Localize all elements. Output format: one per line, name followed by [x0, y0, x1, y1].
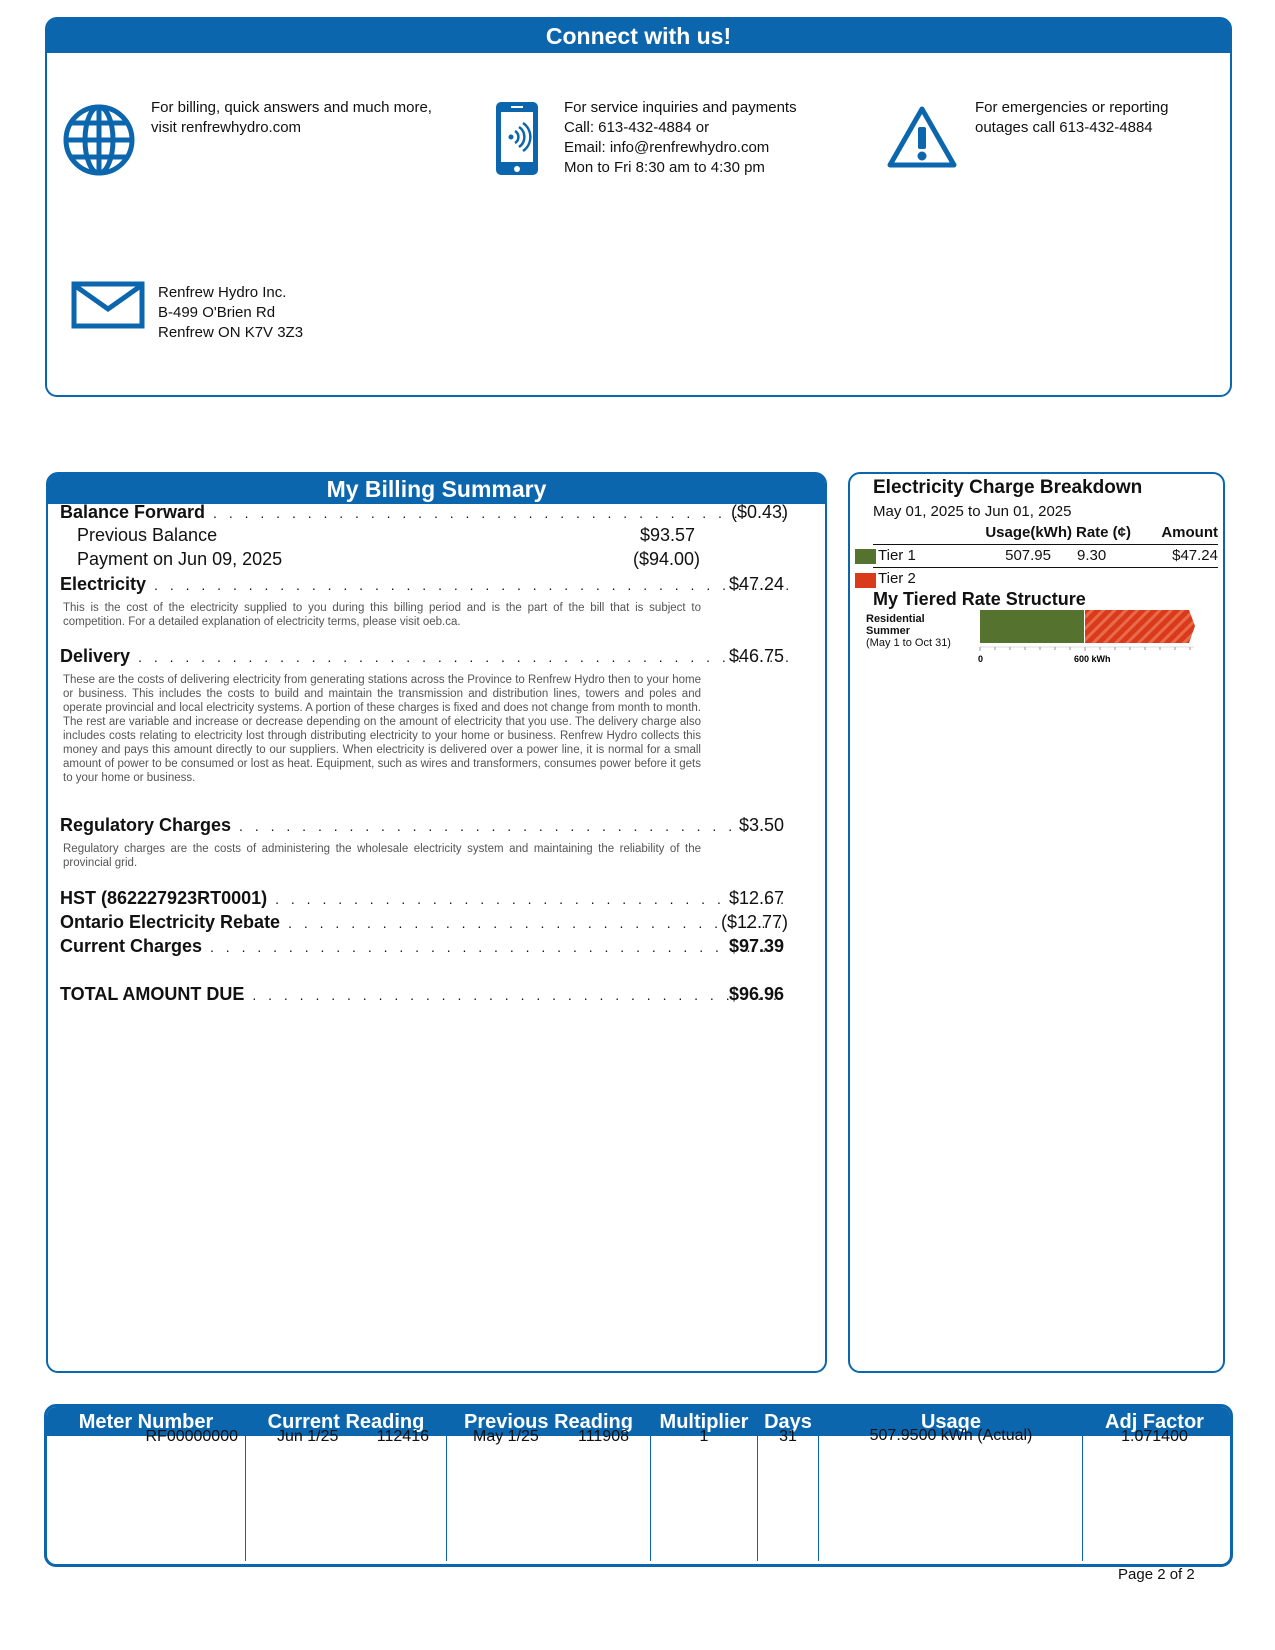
payment-label: Payment on Jun 09, 2025 — [77, 549, 283, 569]
tier2-swatch — [855, 573, 876, 588]
email-link[interactable]: Email: info@renfrewhydro.com — [564, 139, 770, 156]
hst-amount: $12.67 — [728, 888, 784, 908]
multiplier-header: Multiplier — [659, 1411, 749, 1433]
office-hours: Mon to Fri 8:30 am to 4:30 pm — [564, 159, 765, 176]
leader-dots — [239, 818, 788, 834]
balance-forward-row — [60, 502, 796, 524]
regulatory-description: Regulatory charges are the costs of administering the wholesale electricity system and maintaining the reliability of the provincial grid. — [63, 843, 701, 869]
breakdown-row-rule — [873, 567, 1218, 568]
mail-line1: Renfrew Hydro Inc. — [158, 284, 287, 301]
tick-zero: 0 — [978, 654, 984, 664]
tier1-label: Tier 1 — [878, 547, 916, 564]
electricity-description: This is the cost of the electricity supplied to you during this billing period and is the part of the bill that is subject to competition. For a detailed explanation of electricity terms, please visit oeb.ca. — [63, 602, 701, 628]
column-divider — [245, 1433, 246, 1561]
breakdown-period: May 01, 2025 to Jun 01, 2025 — [873, 503, 1072, 520]
billing-summary-title: My Billing Summary — [48, 474, 825, 504]
leader-dots — [154, 577, 788, 593]
usage-header: Usage(kWh) — [985, 524, 1072, 541]
web-link[interactable]: visit renfrewhydro.com — [151, 119, 302, 136]
balance-forward-label: Balance Forward — [60, 502, 206, 522]
leader-dots — [288, 915, 788, 931]
rate-header: Rate (¢) — [1076, 524, 1132, 541]
payment-amount: ($94.00) — [632, 549, 700, 569]
delivery-label: Delivery — [60, 646, 131, 666]
column-divider — [446, 1433, 447, 1561]
warning-icon — [886, 104, 958, 170]
leader-dots — [275, 891, 788, 907]
usage-header-meter: Usage — [920, 1411, 982, 1433]
mail-line2: B-499 O'Brien Rd — [158, 304, 276, 321]
meter-number-value: RF00000000 — [145, 1428, 238, 1445]
tier1-rate: 9.30 — [1077, 547, 1107, 564]
tiered-rate-title: My Tiered Rate Structure — [873, 589, 1086, 609]
tier-structure-label — [866, 613, 951, 649]
phone-contact — [564, 98, 797, 178]
electricity-label: Electricity — [60, 574, 147, 594]
delivery-row — [60, 646, 796, 668]
current-charges-label: Current Charges — [60, 936, 203, 956]
current-reading-date: Jun 1/25 — [277, 1428, 339, 1445]
structure-label-residential: Residential — [866, 613, 925, 625]
web-contact — [151, 98, 432, 138]
mail-line3: Renfrew ON K7V 3Z3 — [158, 324, 304, 341]
phone-line1: For service inquiries and payments — [564, 99, 797, 116]
total-due-label: TOTAL AMOUNT DUE — [60, 984, 245, 1004]
current-charges-row — [60, 936, 796, 958]
previous-reading-value: 111908 — [577, 1428, 629, 1445]
phone-number[interactable]: Call: 613-432-4884 or — [564, 119, 710, 136]
balance-forward-amount: ($0.43) — [730, 502, 788, 522]
page-number: Page 2 of 2 — [1118, 1566, 1195, 1583]
hst-row — [60, 888, 796, 910]
column-divider — [818, 1433, 819, 1561]
days-value: 31 — [779, 1428, 797, 1445]
rebate-row — [60, 912, 796, 934]
delivery-description: These are the costs of delivering electricity from generating stations across the Province to Renfrew Hydro then to your home or business. This includes the costs to build and maintain the transmission and distribution lines, towers and poles and operate provincial and local electricity systems. A portion of these charges is fixed and does not change from month to month. The rest are variable and increase or decrease depending on the amount of electricity that you use. The delivery charge also includes costs relating to electricity lost through distributing electricity to your home or business. Renfrew Hydro collects this money and pays this amount directly to our suppliers. When electricity is delivered over a power line, it is normal for a small amount of power to be consumed or lost as heat. Equipment, such as wires and transformers, consumes power before it gets to your home or business. — [63, 674, 701, 784]
amount-header: Amount — [1161, 524, 1218, 541]
hst-label: HST (862227923RT0001) — [60, 888, 268, 908]
structure-label-summer: Summer — [866, 625, 911, 637]
tier1-swatch — [855, 549, 876, 564]
previous-balance-row — [60, 525, 660, 547]
rebate-amount: ($12.77) — [720, 912, 788, 932]
electricity-row — [60, 574, 796, 596]
payment-row — [60, 549, 660, 571]
days-header: Days — [764, 1411, 812, 1433]
adj-factor-value: 1.071400 — [1121, 1428, 1188, 1445]
tier2-label: Tier 2 — [878, 570, 916, 587]
previous-balance-label: Previous Balance — [77, 525, 218, 545]
emergency-contact — [975, 98, 1168, 138]
total-due-amount: $96.96 — [728, 984, 784, 1004]
mobile-phone-icon — [494, 100, 540, 177]
envelope-icon — [71, 281, 145, 329]
breakdown-title: Electricity Charge Breakdown — [873, 477, 1143, 498]
tier1-amount: $47.24 — [1172, 547, 1218, 564]
regulatory-row — [60, 815, 796, 837]
total-due-row — [60, 984, 796, 1006]
breakdown-header-rule — [873, 544, 1218, 545]
current-charges-amount: $97.39 — [728, 936, 784, 956]
emergency-line1: For emergencies or reporting — [975, 99, 1169, 116]
leader-dots — [210, 939, 788, 955]
column-divider — [1082, 1433, 1083, 1561]
leader-dots — [138, 649, 788, 665]
globe-icon — [62, 103, 136, 177]
structure-label-period: (May 1 to Oct 31) — [866, 637, 951, 649]
mail-address — [158, 283, 303, 343]
axis-ticks — [980, 647, 1190, 651]
tier1-usage: 507.95 — [1005, 547, 1051, 564]
regulatory-label: Regulatory Charges — [60, 815, 232, 835]
tick-threshold: 600 kWh — [1074, 654, 1111, 664]
tier-structure-chart — [978, 609, 1200, 667]
previous-balance-amount: $93.57 — [639, 525, 695, 545]
connect-title: Connect with us! — [47, 19, 1230, 53]
previous-reading-date: May 1/25 — [473, 1428, 539, 1445]
electricity-amount: $47.24 — [728, 574, 784, 594]
leader-dots — [252, 987, 788, 1003]
meter-number-header: Meter Number — [78, 1411, 214, 1433]
current-reading-header: Current Reading — [267, 1411, 425, 1433]
usage-value: 507.9500 kWh (Actual) — [869, 1427, 1033, 1444]
rebate-label: Ontario Electricity Rebate — [60, 912, 281, 932]
previous-reading-header: Previous Reading — [464, 1411, 633, 1433]
multiplier-value: 1 — [699, 1428, 709, 1445]
tier2-bar — [1085, 610, 1195, 643]
emergency-phone[interactable]: outages call 613-432-4884 — [975, 119, 1153, 136]
regulatory-amount: $3.50 — [738, 815, 784, 835]
tier1-bar — [980, 610, 1084, 643]
adj-factor-header: Adj Factor — [1105, 1411, 1204, 1433]
delivery-amount: $46.75 — [728, 646, 784, 666]
leader-dots — [213, 505, 788, 521]
column-divider — [757, 1433, 758, 1561]
web-line1: For billing, quick answers and much more, — [151, 99, 432, 116]
current-reading-value: 112416 — [376, 1428, 429, 1445]
column-divider — [650, 1433, 651, 1561]
